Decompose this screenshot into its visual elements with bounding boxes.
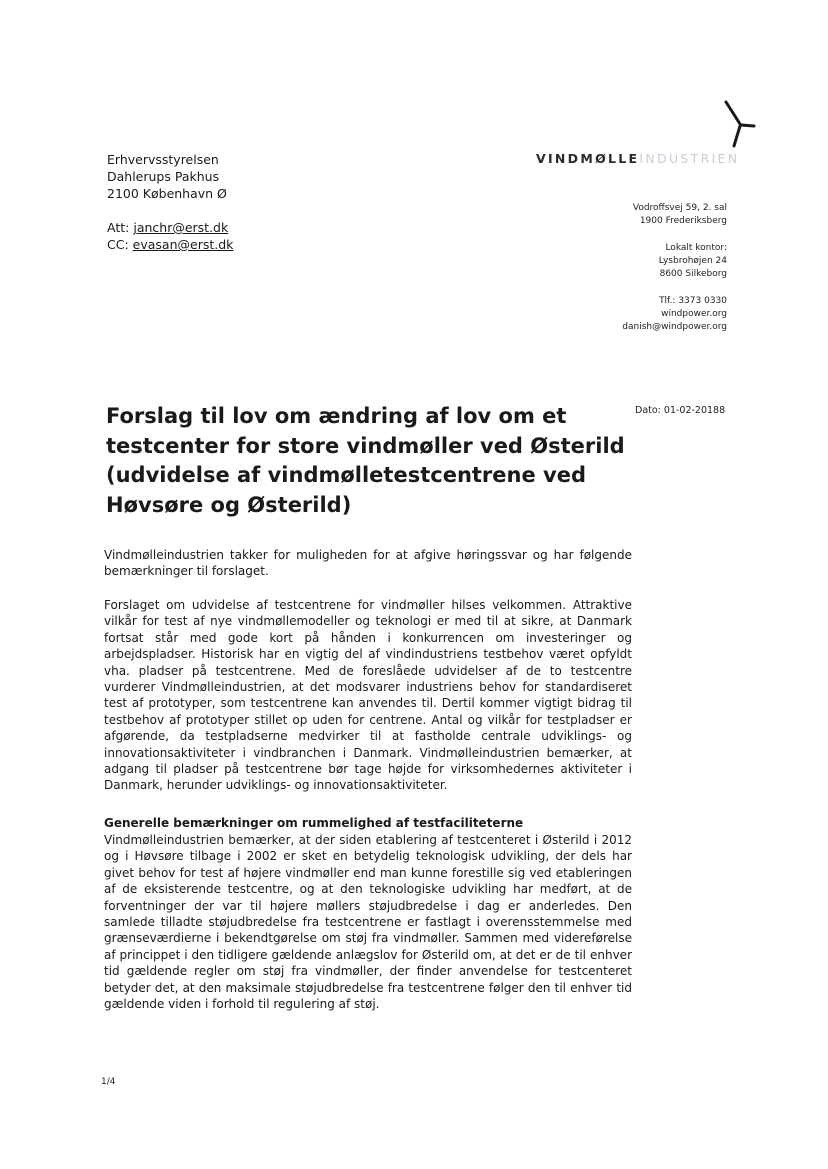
contact-block: [107, 219, 233, 253]
body-paragraph: Forslaget om udvidelse af testcentrene for vindmøller hilses velkommen. Attraktive vilkår for test af nye vindmøllemodeller og teknologi er med til at sikre, at Danmark fortsat står med gode kort på hånden i konkurrencen om investeringer og arbejdspladser. Historisk har en vigtig del af vindindustriens testbehov været opfyldt vha. pladser på testcentrene. Med de foreslåede udvidelser af de to testcentre vurderer Vindmølleindustrien, at det modsvarer industriens behov for standardiseret test af prototyper, som testcentrene kan anvendes til. Dertil kommer vigtigt bidrag til testbehov af prototyper stillet op uden for centrene. Antal og vilkår for testpladser er afgørende, da testpladserne medvirker til at fastholde centrale udviklings- og innovationsaktiviteter i vindbranchen i Danmark. Vindmølleindustrien bemærker, at adgang til pladser på testcentrene bør tage højde for virksomhedernes aktiviteter i Danmark, herunder udviklings- og innovationsaktiviteter.: [104, 598, 632, 793]
sender-contact: [622, 295, 727, 334]
wind-turbine-icon: [718, 96, 758, 152]
sender-line: Vodroffsvej 59, 2. sal: [632, 203, 727, 213]
local-office: [659, 242, 727, 281]
section-heading: Generelle bemærkninger om rummelighed af testfaciliteterne: [104, 816, 524, 830]
document-date: Dato: 01-02-20188: [635, 405, 726, 416]
intro-paragraph: Vindmølleindustrien takker for muligheden for at afgive høringssvar og har følgende bemærkninger til forslaget.: [104, 548, 632, 579]
sender-address: [633, 202, 727, 228]
logo-name-strong: VINDMØLLE: [536, 151, 640, 166]
recipient-line: 2100 København Ø: [107, 186, 227, 201]
sender-line: 8600 Silkeborg: [659, 269, 727, 279]
page-number: 1/4: [101, 1077, 116, 1087]
recipient-line: Erhvervsstyrelsen: [107, 152, 219, 167]
sender-line: 1900 Frederiksberg: [639, 216, 727, 226]
document-title: Forslag til lov om ændring af lov om et testcenter for store vindmøller ved Østerild (udvidelse af vindmølletestcentrene ved Høvsøre og Østerild): [106, 404, 625, 517]
att-label: Att:: [107, 220, 130, 235]
cc-label: CC:: [107, 237, 129, 252]
recipient-line: Dahlerups Pakhus: [107, 169, 220, 184]
sender-email-link[interactable]: danish@windpower.org: [622, 322, 727, 332]
body-paragraph: Vindmølleindustrien bemærker, at der siden etablering af testcenteret i Østerild i 2012 og i Høvsøre tilbage i 2002 er sket en betydelig teknologisk udvikling, der dels har givet behov for test af højere vindmøller end man kunne forestille sig ved etableringen af de eksisterende testcentre, og at den teknologiske udvikling har medført, at de forventninger der var til højere møllers støjudbredelse i dag er anderledes. Den samlede tilladte støjudbredelse fra testcentrene er fastlagt i overensstemmelse med grænseværdierne i bekendtgørelse om støj fra vindmøller. Sammen med videreførelse af princippet i den tidligere gældende anlægslov for Østerild om, at det er de til enhver tid gældende regler om støj fra vindmøller, der finder anvendelse for testcenteret betyder det, at den maksimale støjudbredelse fra testcentrene følger den til enhver tid gældende viden i forhold til regulering af støj.: [104, 833, 632, 1012]
sender-line: Lysbrohøjen 24: [658, 256, 727, 266]
company-logo-text: [536, 151, 739, 166]
logo-name-light: INDUSTRIEN: [639, 151, 740, 166]
recipient-address: [107, 151, 227, 202]
att-email-link[interactable]: janchr@erst.dk: [133, 220, 229, 235]
phone-number: Tlf.: 3373 0330: [659, 296, 727, 306]
sender-line: Lokalt kontor:: [665, 243, 727, 253]
website-link[interactable]: windpower.org: [661, 309, 727, 319]
cc-email-link[interactable]: evasan@erst.dk: [132, 237, 234, 252]
